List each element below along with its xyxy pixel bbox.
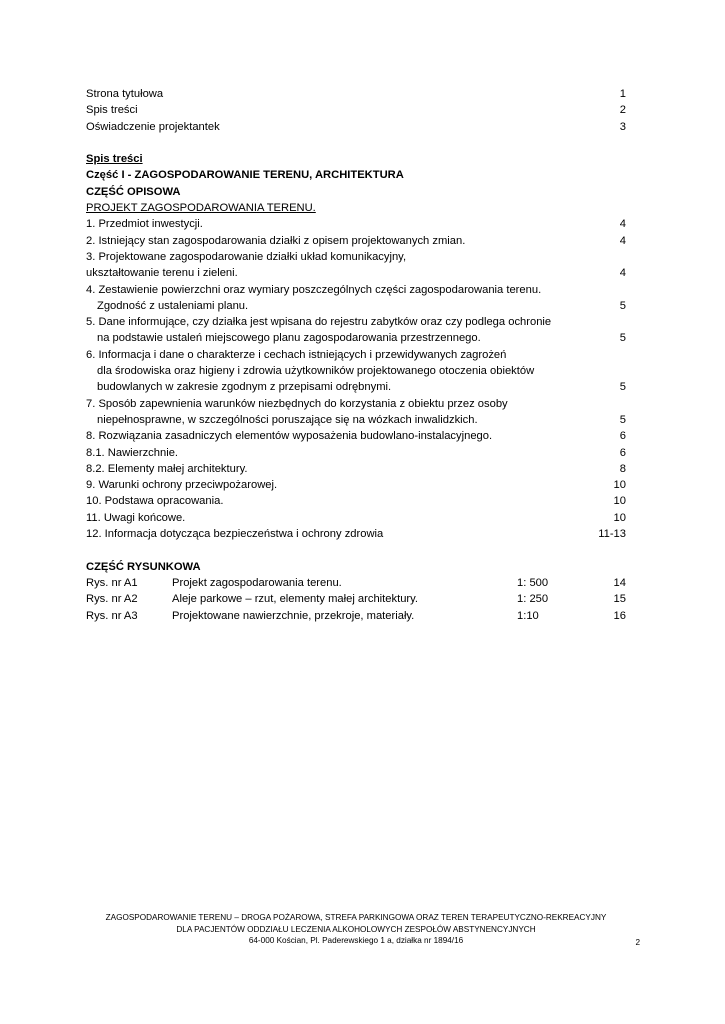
toc-item-page: 10 [613,479,626,492]
drawing-title: Projekt zagospodarowania terenu. [172,576,342,589]
toc-item-text: Zgodność z ustaleniami planu. [97,299,249,312]
toc-item-text: dla środowiska oraz higieny i zdrowia użytkowników projektowanego otoczenia obiektów [97,365,535,378]
toc-item [86,526,626,542]
drawing-item [86,591,626,607]
toc-item-text: 11. Uwagi końcowe. [86,511,186,524]
toc-item [86,249,626,282]
footer-line: 64-000 Kościan, Pl. Paderewskiego 1 a, działka nr 1894/16 [248,936,464,946]
toc-item-text: na podstawie ustaleń miejscowego planu zagospodarowania przestrzennego. [97,332,481,345]
front-item [86,119,626,135]
section-descriptive-heading: CZĘŚĆ OPISOWA [86,185,181,198]
toc-item-text: 6. Informacja i dane o charakterze i cechach istniejących i przewidywanych zagrożeń [86,348,507,361]
toc-item-page: 6 [619,430,626,443]
toc-item-text: 4. Zestawienie powierzchni oraz wymiary poszczególnych części zagospodarowania terenu. [86,283,542,296]
toc-item-text: 8.1. Nawierzchnie. [86,446,179,459]
toc-item [86,282,626,315]
toc-item-page: 5 [619,299,626,312]
front-item-page: 2 [619,104,626,117]
drawing-scale: 1: 500 [517,576,549,589]
toc-item-page: 5 [619,413,626,426]
toc-item-text: 1. Przedmiot inwestycji. [86,218,203,231]
drawing-scale: 1: 250 [517,593,549,606]
drawing-scale: 1:10 [517,609,539,622]
document-content [86,86,626,624]
part-heading: Część I - ZAGOSPODAROWANIE TERENU, ARCHITEKTURA [86,169,404,182]
toc-list [86,216,626,542]
front-item-page: 3 [619,120,626,133]
drawing-page: 14 [613,576,626,589]
toc-item-text: 8.2. Elementy małej architektury. [86,462,248,475]
drawing-item [86,575,626,591]
toc-item-page: 5 [619,381,626,394]
drawings-list [86,575,626,624]
spacer [86,542,626,558]
spacer [86,135,626,151]
toc-item-page: 4 [619,234,626,247]
toc-item [86,347,626,396]
toc-item-page: 11-13 [598,528,626,541]
project-heading: PROJEKT ZAGOSPODAROWANIA TERENU. [86,202,316,215]
toc-item-text: ukształtowanie terenu i zieleni. [86,267,238,280]
front-item [86,102,626,118]
front-item [86,86,626,102]
toc-item-page: 10 [613,495,626,508]
toc-item-text: 7. Sposób zapewnienia warunków niezbędnych do korzystania z obiektu przez osoby [86,397,508,410]
toc-item [86,314,626,347]
section-drawings-heading: CZĘŚĆ RYSUNKOWA [86,560,201,573]
toc-item-page: 6 [619,446,626,459]
toc-item [86,510,626,526]
toc-item-text: 8. Rozwiązania zasadniczych elementów wyposażenia budowlano-instalacyjnego. [86,430,493,443]
front-item-label: Strona tytułowa [86,88,164,100]
drawing-page: 16 [613,609,626,622]
toc-item [86,461,626,477]
page-footer [86,912,626,947]
toc-item [86,445,626,461]
front-item-label: Spis treści [86,104,138,117]
toc-item-page: 4 [619,218,626,231]
toc-item-text: 2. Istniejący stan zagospodarowania działki z opisem projektowanych zmian. [86,234,466,247]
drawing-title: Aleje parkowe – rzut, elementy małej architektury. [172,593,419,606]
toc-item [86,493,626,509]
toc-item [86,428,626,444]
toc-item-text: 10. Podstawa opracowania. [86,495,224,508]
toc-item-page: 10 [613,511,626,524]
toc-heading: Spis treści [86,153,143,166]
toc-item [86,396,626,429]
page-number: 2 [635,938,640,947]
footer-line: DLA PACJENTÓW ODDZIAŁU LECZENIA ALKOHOLOWYCH ZESPOŁÓW ABSTYNENCYJNYCH [176,924,536,934]
toc-item [86,233,626,249]
toc-item-text: 9. Warunki ochrony przeciwpożarowej. [86,479,278,492]
toc-item-page: 8 [619,462,626,475]
drawing-page: 15 [613,593,626,606]
drawing-item [86,608,626,624]
front-item-label: Oświadczenie projektantek [86,120,220,133]
toc-item [86,216,626,232]
toc-item-text: 3. Projektowane zagospodarowanie działki układ komunikacyjny, [86,250,407,263]
front-matter-list [86,86,626,135]
toc-item [86,477,626,493]
drawing-id: Rys. nr A2 [86,593,138,606]
toc-item-page: 4 [619,267,626,280]
drawing-id: Rys. nr A1 [86,576,138,589]
toc-item-text: niepełnosprawne, w szczególności poruszające się na wózkach inwalidzkich. [97,413,478,426]
toc-item-page: 5 [619,332,626,345]
footer-line: ZAGOSPODAROWANIE TERENU – DROGA POŻAROWA, STREFA PARKINGOWA ORAZ TEREN TERAPEUTYCZNO-REKREACYJNY [105,913,607,922]
drawing-title: Projektowane nawierzchnie, przekroje, materiały. [172,609,415,622]
toc-item-text: 12. Informacja dotycząca bezpieczeństwa i ochrony zdrowia [86,528,384,541]
toc-item-text: 5. Dane informujące, czy działka jest wpisana do rejestru zabytków oraz czy podlega ochronie [86,316,552,329]
front-item-page: 1 [619,88,626,100]
drawing-id: Rys. nr A3 [86,609,138,622]
toc-item-text: budowlanych w zakresie zgodnym z przepisami odrębnymi. [97,381,392,394]
